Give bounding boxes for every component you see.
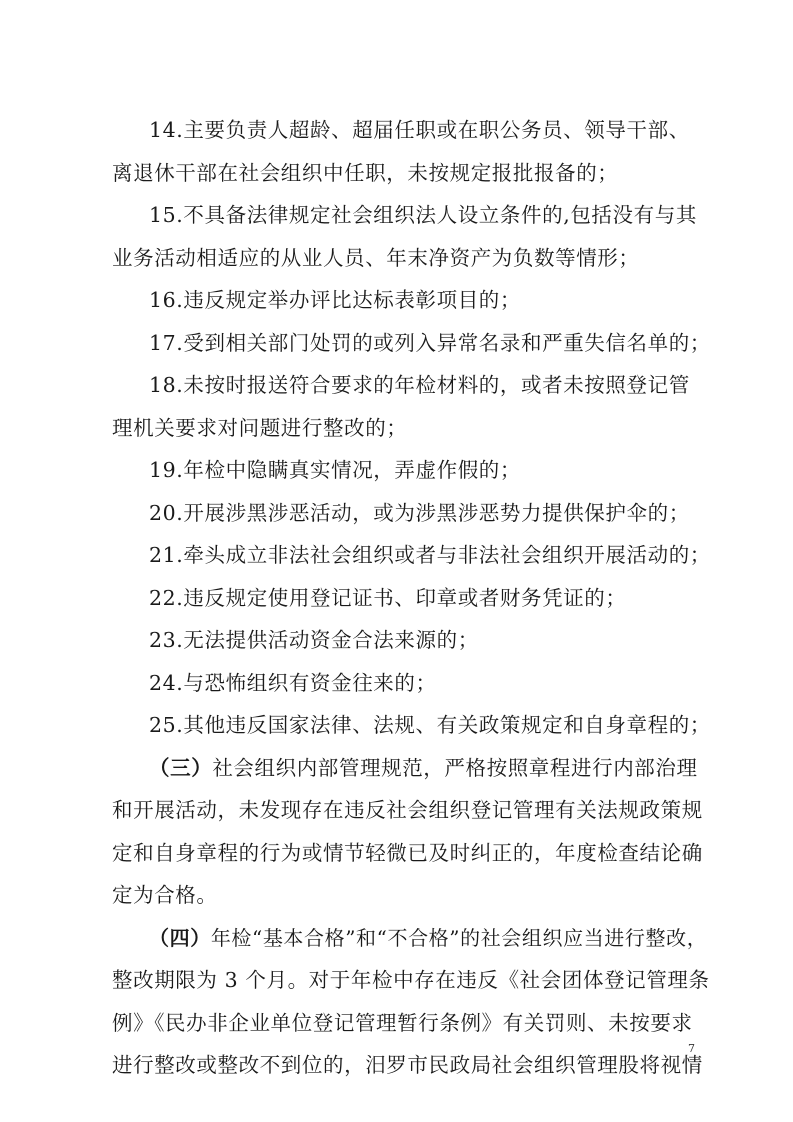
- text-line: 16.违反规定举办评比达标表彰项目的；: [149, 288, 522, 312]
- section-number: （三）: [149, 756, 213, 780]
- text-line: 进行整改或整改不到位的，汨罗市民政局社会组织管理股将视情: [112, 1053, 703, 1077]
- text-line: 18.未按时报送符合要求的年检材料的，或者未按照登记管: [149, 373, 690, 397]
- text-line: 业务活动相适应的从业人员、年末净资产为负数等情形；: [112, 246, 640, 270]
- text-line: 例》《民办非企业单位登记管理暂行条例》有关罚则、未按要求: [112, 1011, 693, 1035]
- text-line: 19.年检中隐瞒真实情况，弄虚作假的；: [149, 458, 522, 482]
- text-line: 22.违反规定使用登记证书、印章或者财务凭证的；: [149, 586, 627, 610]
- text-line: 24.与恐怖组织有资金往来的；: [149, 671, 437, 695]
- text-line: 23.无法提供活动资金合法来源的；: [149, 628, 479, 652]
- section-heading-line: （三）社会组织内部管理规范，严格按照章程进行内部治理: [149, 756, 698, 780]
- text-line: 和开展活动，未发现存在违反社会组织登记管理有关法规政策规: [112, 798, 703, 822]
- section-heading-line: （四）年检“基本合格”和“不合格”的社会组织应当进行整改，: [149, 926, 708, 950]
- text-line: 17.受到相关部门处罚的或列入异常名录和严重失信名单的；: [149, 331, 711, 355]
- text-line: 25.其他违反国家法律、法规、有关政策规定和自身章程的；: [149, 713, 711, 737]
- text-line: 整改期限为 3 个月。对于年检中存在违反《社会团体登记管理条: [112, 968, 710, 992]
- text-line: 15.不具备法律规定社会组织法人设立条件的,包括没有与其: [149, 203, 697, 227]
- text-line: 定和自身章程的行为或情节轻微已及时纠正的，年度检查结论确: [112, 841, 703, 865]
- text-line: 14.主要负责人超龄、超届任职或在职公务员、领导干部、: [149, 118, 690, 142]
- text-line: 离退休干部在社会组织中任职，未按规定报批报备的；: [112, 161, 619, 185]
- section-number: （四）: [149, 926, 211, 950]
- text-line: 20.开展涉黑涉恶活动，或为涉黑涉恶势力提供保护伞的；: [149, 501, 690, 525]
- text-line: 理机关要求对问题进行整改的；: [112, 416, 408, 440]
- text-line: 定为合格。: [112, 883, 218, 907]
- page-number: 7: [688, 1042, 695, 1055]
- text-line: 21.牵头成立非法社会组织或者与非法社会组织开展活动的；: [149, 543, 711, 567]
